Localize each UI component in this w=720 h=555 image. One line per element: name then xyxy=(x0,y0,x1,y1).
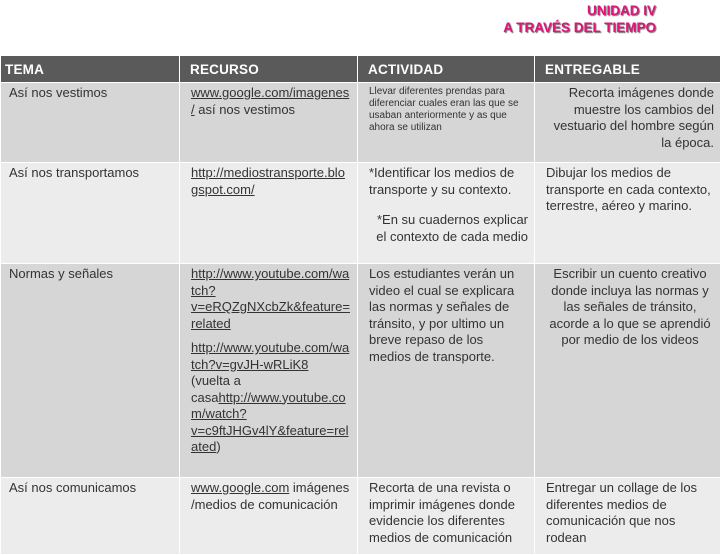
column-header-entregable: ENTREGABLE xyxy=(535,56,720,83)
resource-link-2[interactable]: http://www.youtube.com/watch?v=gvJH-wRLiK8 xyxy=(191,340,349,372)
cell-recurso xyxy=(180,163,358,264)
resource-link-1[interactable]: http://www.youtube.com/watch?v=eRQZgNXcbZk&feature=related xyxy=(191,266,350,331)
resource-link[interactable]: www.google.com/imagenes/ xyxy=(191,85,349,117)
activity-text-2: *En su cuadernos explicar el contexto de cada medio xyxy=(369,212,528,245)
cell-actividad xyxy=(358,163,535,264)
resource-link[interactable]: http://mediostransporte.blogspot.com/ xyxy=(191,165,345,197)
resource-text-2: (vuelta a casa xyxy=(191,373,241,405)
unit-table xyxy=(0,55,720,555)
cell-tema: Así nos transportamos xyxy=(1,163,180,264)
activity-text: Llevar diferentes prendas para diferenciar cuales eran las que se usaban anteriormente y as que ahora se utilizan xyxy=(369,85,528,134)
page-title xyxy=(503,2,656,36)
table-row xyxy=(1,83,720,163)
cell-entregable: Dibujar los medios de transporte en cada contexto, terrestre, aéreo y marino. xyxy=(535,163,720,264)
column-header-actividad: ACTIVIDAD xyxy=(358,56,535,83)
cell-actividad: Recorta de una revista o imprimir imágenes donde evidencie los diferentes medios de comunicación xyxy=(358,478,535,555)
activity-text-1: *Identificar los medios de transporte y su contexto. xyxy=(369,165,514,197)
column-header-recurso: RECURSO xyxy=(180,56,358,83)
cell-actividad: Los estudiantes verán un video el cual se explicara las normas y señales de tránsito, y por ultimo un breve repaso de los medios de transporte. xyxy=(358,264,535,478)
resource-text: así nos vestimos xyxy=(195,102,295,117)
cell-recurso xyxy=(180,478,358,555)
cell-entregable: Escribir un cuento creativo donde incluya las normas y las señales de tránsito, acorde a lo que se aprendió por medio de los videos xyxy=(535,264,720,478)
table-row xyxy=(1,163,720,264)
resource-link[interactable]: www.google.com xyxy=(191,480,289,495)
title-line-2: A TRAVÉS DEL TIEMPO xyxy=(503,19,656,36)
cell-actividad xyxy=(358,83,535,163)
cell-tema: Así nos vestimos xyxy=(1,83,180,163)
cell-recurso xyxy=(180,264,358,478)
cell-tema: Así nos comunicamos xyxy=(1,478,180,555)
cell-recurso xyxy=(180,83,358,163)
resource-link-3[interactable]: http://www.youtube.com/watch?v=c9ftJHGv4lY&feature=related xyxy=(191,390,349,455)
cell-entregable: Entregar un collage de los diferentes medios de comunicación que nos rodean xyxy=(535,478,720,555)
resource-text: imágenes /medios de comunicación xyxy=(191,480,349,512)
cell-tema: Normas y señales xyxy=(1,264,180,478)
column-header-tema: TEMA xyxy=(1,56,180,83)
cell-entregable: Recorta imágenes donde muestre los cambios del vestuario del hombre según la época. xyxy=(535,83,720,163)
title-line-1: UNIDAD IV xyxy=(503,2,656,19)
resource-text-3: ) xyxy=(216,439,220,454)
table-row xyxy=(1,264,720,478)
table-header-row xyxy=(1,56,720,83)
table-row xyxy=(1,478,720,555)
